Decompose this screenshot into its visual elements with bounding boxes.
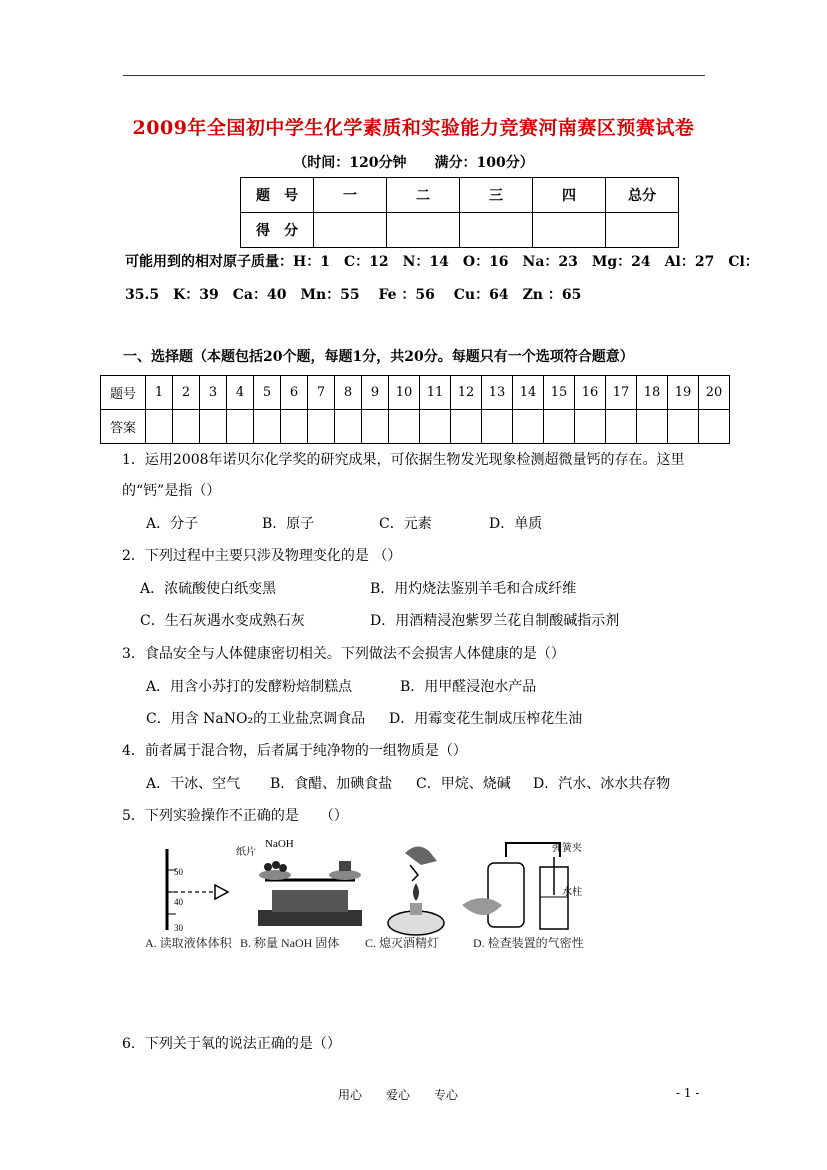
q1-option-c: C．元素 xyxy=(379,516,432,532)
question-6-text: 6．下列关于氧的说法正确的是（） xyxy=(122,1036,341,1052)
q1-option-a: A．分子 xyxy=(146,516,199,532)
caption-a: A. 读取液体体积 xyxy=(145,936,232,950)
q3-option-d: D．用霉变花生制成压榨花生油 xyxy=(389,711,583,727)
question-4-text: 4．前者属于混合物，后者属于纯净物的一组物质是（） xyxy=(122,743,467,759)
answer-cell xyxy=(281,410,308,444)
answer-cell xyxy=(606,410,637,444)
score-cell: 三 xyxy=(460,178,533,213)
answer-number-cell: 13 xyxy=(482,376,513,410)
alcohol-lamp-icon xyxy=(388,846,444,935)
question-5-text: 5．下列实验操作不正确的是 （） xyxy=(122,808,348,824)
page-number: - 1 - xyxy=(676,1086,700,1100)
answer-cell xyxy=(335,410,362,444)
answer-number-cell: 18 xyxy=(637,376,668,410)
answer-number-cell: 10 xyxy=(389,376,420,410)
q4-option-b: B．食醋、加碘食盐 xyxy=(270,776,393,792)
answer-table xyxy=(100,375,730,444)
answer-number-cell: 4 xyxy=(227,376,254,410)
q3-option-b: B．用甲醛浸泡水产品 xyxy=(400,679,537,695)
answer-number-cell: 16 xyxy=(575,376,606,410)
q1-option-b: B．原子 xyxy=(262,516,315,532)
answer-cell xyxy=(544,410,575,444)
answer-cell xyxy=(362,410,389,444)
caption-d: D. 检查装置的气密性 xyxy=(473,936,584,950)
answer-number-cell: 9 xyxy=(362,376,389,410)
score-input-cell xyxy=(533,213,606,248)
q4-option-a: A．干冰、空气 xyxy=(146,776,241,792)
score-cell: 四 xyxy=(533,178,606,213)
q3-option-a: A．用含小苏打的发酵粉焙制糕点 xyxy=(146,679,353,695)
answer-number-cell: 19 xyxy=(668,376,699,410)
gas-tightness-apparatus-icon xyxy=(462,841,582,929)
answer-number-cell: 20 xyxy=(699,376,730,410)
answer-cell xyxy=(513,410,544,444)
q3-option-c: C．用含 NaNO₂的工业盐烹调食品 xyxy=(146,711,366,727)
score-table xyxy=(240,177,679,248)
exam-title: 2009年全国初中学生化学素质和实验能力竞赛河南赛区预赛试卷 xyxy=(132,117,695,139)
graduated-cylinder-icon xyxy=(167,849,228,933)
score-input-cell xyxy=(387,213,460,248)
answer-number-cell: 11 xyxy=(420,376,451,410)
answer-number-cell: 14 xyxy=(513,376,544,410)
answer-cell xyxy=(420,410,451,444)
score-input-cell xyxy=(606,213,679,248)
answer-number-cell: 12 xyxy=(451,376,482,410)
score-value-row xyxy=(241,213,679,248)
answer-number-cell: 6 xyxy=(281,376,308,410)
q2-option-d: D．用酒精浸泡紫罗兰花自制酸碱指示剂 xyxy=(370,613,620,629)
question-3-text: 3．食品安全与人体健康密切相关。下列做法不会损害人体健康的是（） xyxy=(122,646,565,662)
header-rule xyxy=(123,75,705,76)
clip-label: 弹簧夹 xyxy=(552,843,582,854)
tick-50-label: 50 xyxy=(174,867,183,877)
answer-number-cell: 2 xyxy=(173,376,200,410)
tick-30-label: 30 xyxy=(174,923,183,933)
answer-cell xyxy=(173,410,200,444)
answer-cell xyxy=(575,410,606,444)
footer-motto: 用心 爱心 专心 xyxy=(338,1088,459,1102)
answer-cell xyxy=(146,410,173,444)
answer-value-row xyxy=(101,410,730,444)
answer-number-cell: 7 xyxy=(308,376,335,410)
exam-subtitle: （时间：120分钟 满分：100分） xyxy=(293,155,534,171)
atomic-mass-line2: 35.5 K：39 Ca：40 Mn：55 Fe ：56 Cu：64 Zn ：65 xyxy=(125,287,582,303)
answer-number-cell: 17 xyxy=(606,376,637,410)
q2-option-c: C．生石灰遇水变成熟石灰 xyxy=(140,613,305,629)
q2-option-b: B．用灼烧法鉴别羊毛和合成纤维 xyxy=(370,581,577,597)
answer-cell xyxy=(389,410,420,444)
q4-option-d: D．汽水、冰水共存物 xyxy=(533,776,671,792)
score-cell: 总分 xyxy=(606,178,679,213)
paper-label: 纸片 xyxy=(236,847,256,858)
question-1-text-cont: 的“钙”是指（） xyxy=(122,483,221,499)
answer-number-cell: 1 xyxy=(146,376,173,410)
score-header-row xyxy=(241,178,679,213)
answer-cell xyxy=(668,410,699,444)
answer-number-cell: 5 xyxy=(254,376,281,410)
answer-cell xyxy=(200,410,227,444)
score-input-cell xyxy=(460,213,533,248)
score-cell: 一 xyxy=(314,178,387,213)
answer-header-cell: 答案 xyxy=(101,410,146,444)
tick-40-label: 40 xyxy=(174,897,183,907)
caption-b: B. 称量 NaOH 固体 xyxy=(240,936,340,950)
answer-cell xyxy=(254,410,281,444)
answer-header-cell: 题号 xyxy=(101,376,146,410)
answer-number-cell: 15 xyxy=(544,376,575,410)
answer-cell xyxy=(482,410,513,444)
answer-number-cell: 3 xyxy=(200,376,227,410)
section1-heading: 一、选择题（本题包括20个题，每题1分，共20分。每题只有一个选项符合题意） xyxy=(123,349,634,365)
score-input-cell xyxy=(314,213,387,248)
lab-operations-figure xyxy=(140,835,610,955)
answer-cell xyxy=(699,410,730,444)
balance-icon xyxy=(236,838,362,926)
answer-cell xyxy=(637,410,668,444)
answer-cell xyxy=(308,410,335,444)
q4-option-c: C．甲烷、烧碱 xyxy=(416,776,511,792)
score-cell: 二 xyxy=(387,178,460,213)
answer-cell xyxy=(227,410,254,444)
atomic-mass-line1: 可能用到的相对原子质量：H：1 C：12 N：14 O：16 Na：23 Mg：24 Al：27 Cl： xyxy=(125,254,759,270)
water-column-label: 水柱 xyxy=(562,887,582,898)
q2-option-a: A．浓硫酸使白纸变黑 xyxy=(140,581,277,597)
answer-number-row xyxy=(101,376,730,410)
answer-cell xyxy=(451,410,482,444)
caption-c: C. 熄灭酒精灯 xyxy=(365,936,440,950)
score-cell: 得 分 xyxy=(241,213,314,248)
q1-option-d: D．单质 xyxy=(489,516,543,532)
answer-number-cell: 8 xyxy=(335,376,362,410)
question-1-text: 1．运用2008年诺贝尔化学奖的研究成果，可依据生物发光现象检测超微量钙的存在。这里 xyxy=(122,452,685,468)
score-cell: 题 号 xyxy=(241,178,314,213)
question-2-text: 2．下列过程中主要只涉及物理变化的是 （） xyxy=(122,548,402,564)
naoh-label: NaOH xyxy=(265,838,294,850)
